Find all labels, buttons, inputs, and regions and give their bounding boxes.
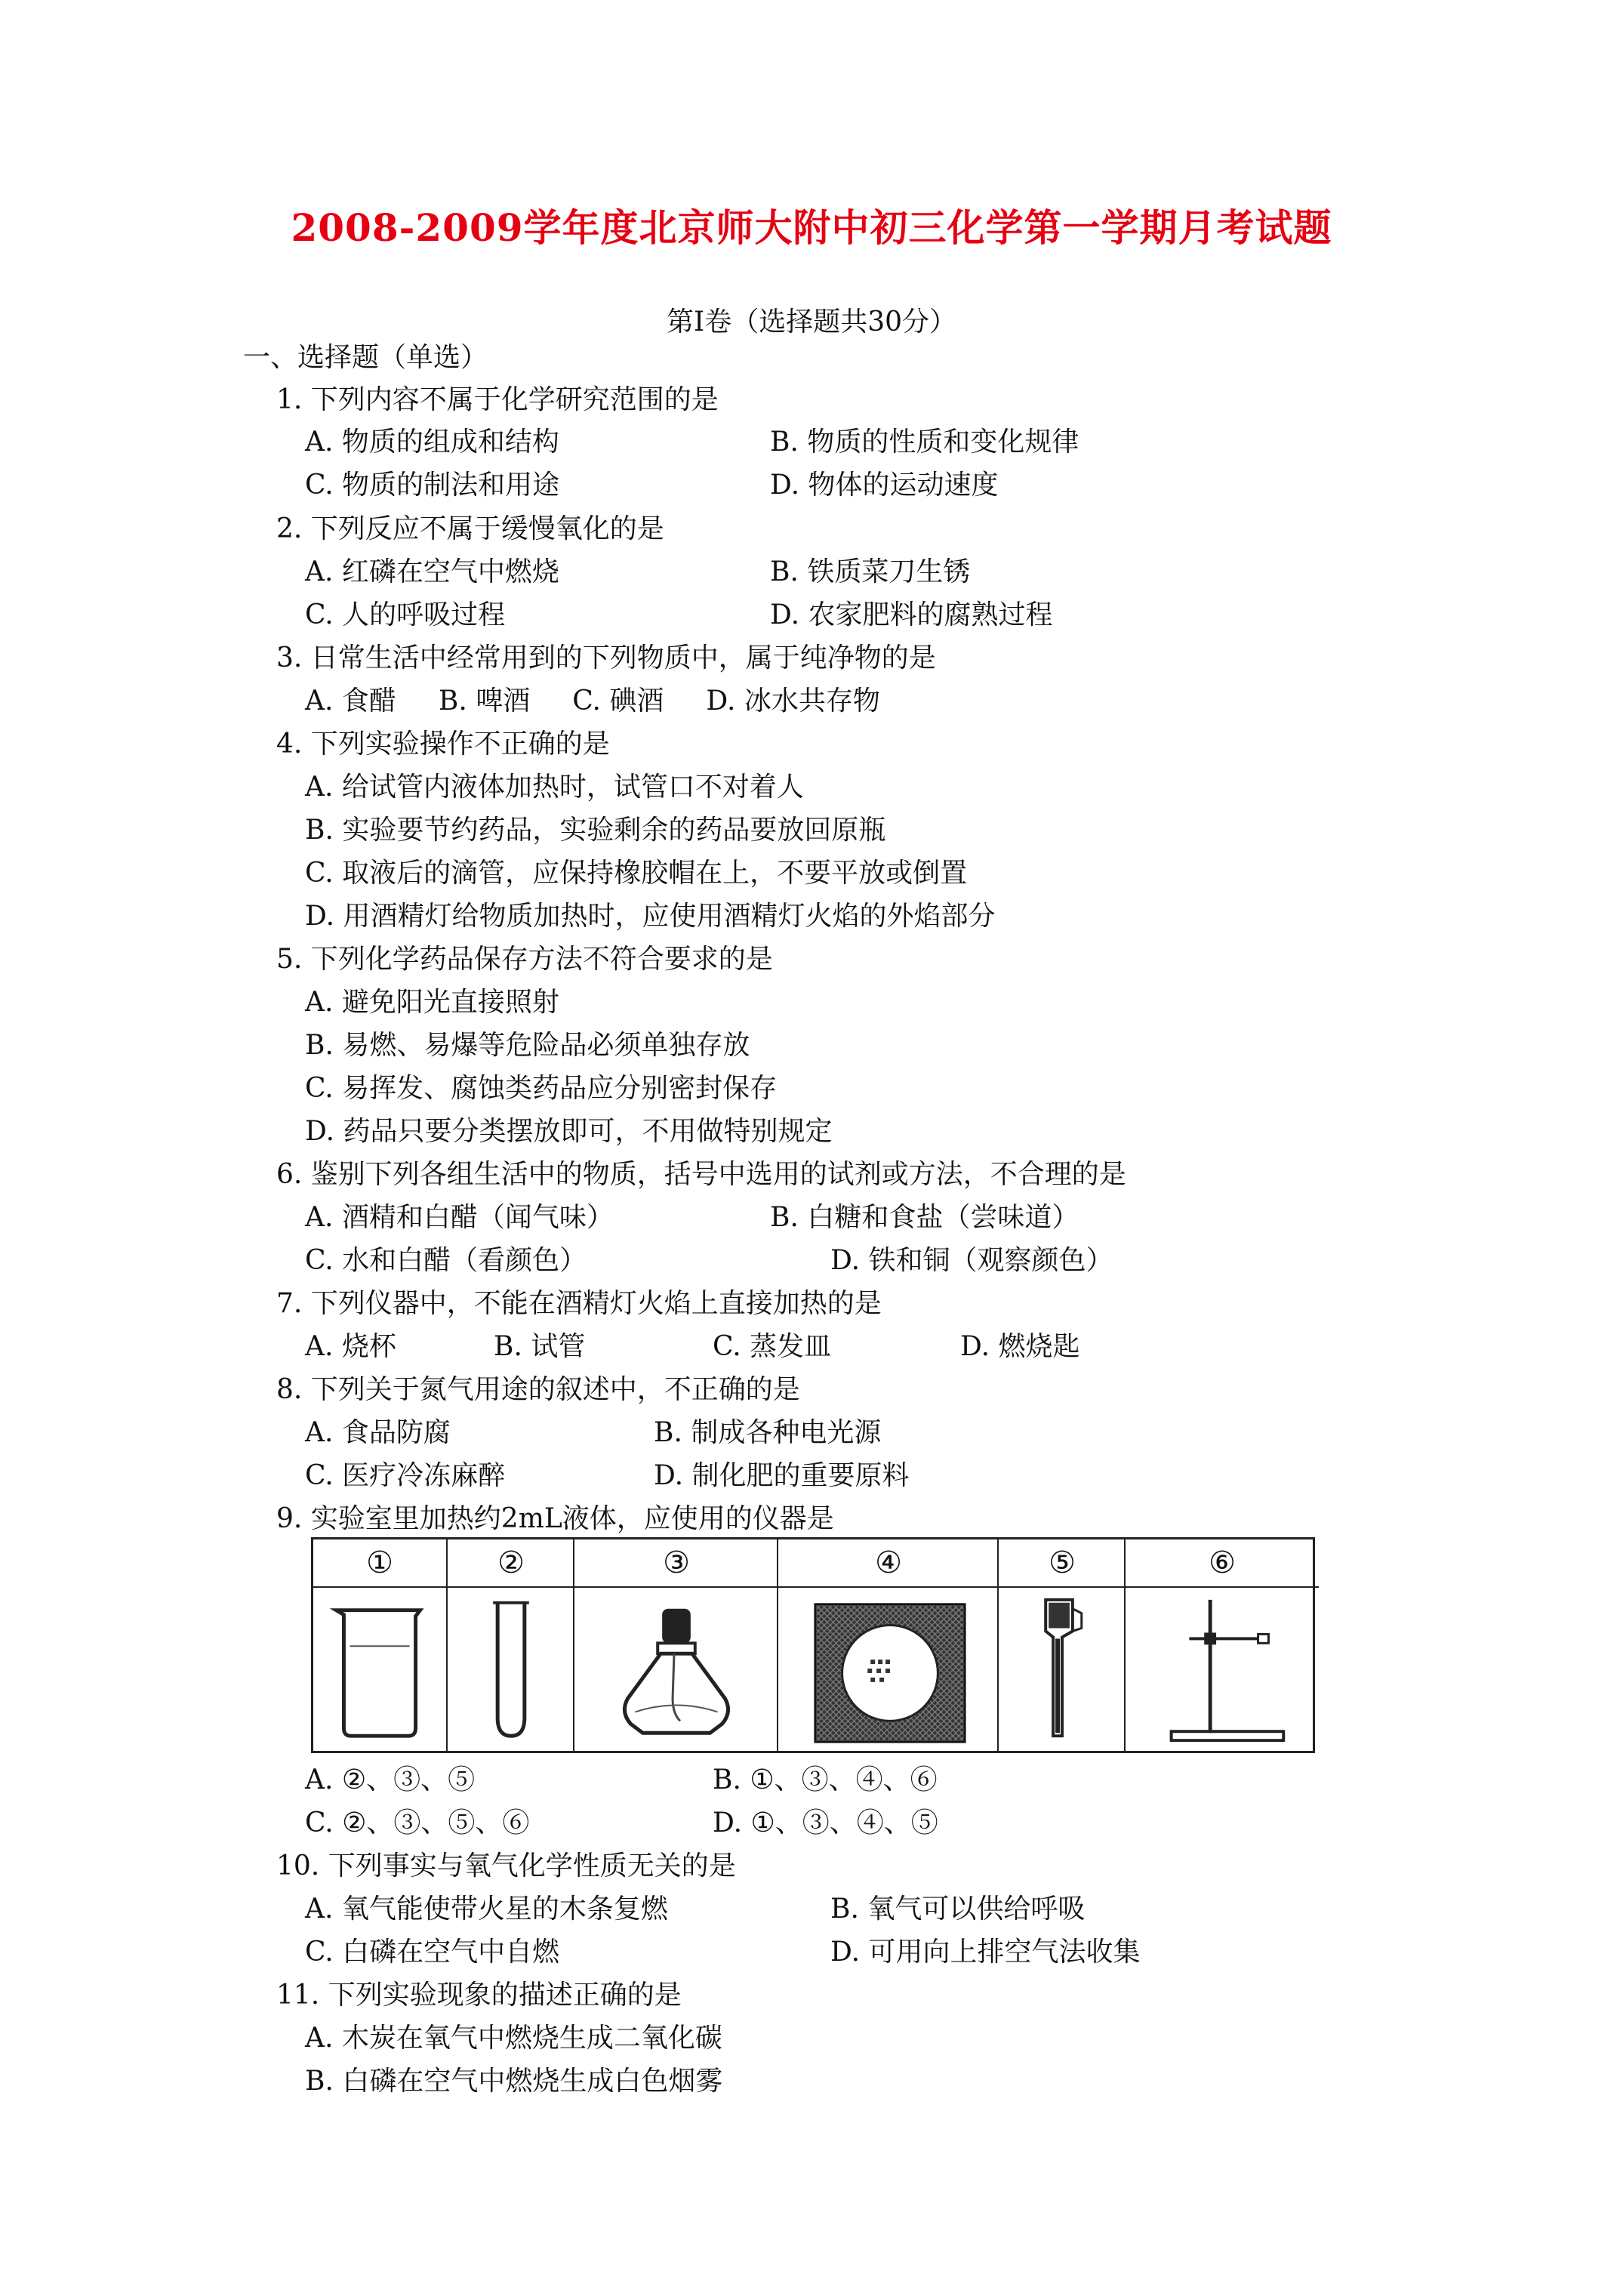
apparatus-label: ⑥	[1126, 1539, 1319, 1588]
apparatus-label: ②	[448, 1539, 574, 1588]
question-option: D. 冰水共存物	[706, 686, 880, 717]
apparatus-cell	[997, 1539, 1126, 1751]
apparatus-cell	[446, 1539, 574, 1751]
apparatus-cell	[313, 1539, 446, 1751]
question-stem: 4. 下列实验操作不正确的是	[276, 729, 610, 760]
question-option: A. 红磷在空气中燃烧	[305, 556, 559, 587]
question-option: C. 碘酒	[572, 686, 664, 717]
question-option: B. 啤酒	[438, 686, 531, 717]
question-stem: 10. 下列事实与氧气化学性质无关的是	[276, 1851, 736, 1881]
beaker-icon	[313, 1586, 446, 1751]
apparatus-cell	[777, 1539, 999, 1751]
apparatus-cell	[573, 1539, 778, 1751]
question-option: C. 白磷在空气中自燃	[305, 1937, 560, 1968]
question-option: A. 避免阳光直接照射	[305, 987, 559, 1018]
question-stem: 3. 日常生活中经常用到的下列物质中，属于纯净物的是	[276, 643, 936, 673]
question-stem: 11. 下列实验现象的描述正确的是	[276, 1980, 682, 2011]
question-option: D. 用酒精灯给物质加热时，应使用酒精灯火焰的外焰部分	[305, 901, 996, 932]
question-option: B. 铁质菜刀生锈	[770, 556, 971, 587]
question-option: B. 白糖和食盐（尝味道）	[770, 1202, 1079, 1233]
apparatus-table	[311, 1537, 1315, 1753]
question-option: D. 制化肥的重要原料	[654, 1460, 910, 1491]
question-option: D. 燃烧匙	[960, 1331, 1080, 1362]
question-stem: 9. 实验室里加热约2mL液体，应使用的仪器是	[276, 1503, 834, 1534]
question-option: B. ①、③、④、⑥	[713, 1764, 938, 1795]
question-option: A. 烧杯	[305, 1331, 396, 1362]
question-option: B. 易燃、易爆等危险品必须单独存放	[305, 1030, 750, 1061]
question-option: C. 人的呼吸过程	[305, 599, 506, 630]
question-option: D. 农家肥料的腐熟过程	[770, 599, 1053, 630]
question-stem: 2. 下列反应不属于缓慢氧化的是	[276, 513, 664, 544]
question-option: D. ①、③、④、⑤	[713, 1808, 938, 1838]
question-option: C. ②、③、⑤、⑥	[305, 1808, 530, 1838]
question-option: D. 物体的运动速度	[770, 470, 999, 501]
question-option: D. 铁和铜（观察颜色）	[830, 1245, 1113, 1276]
alcohol-lamp-icon	[574, 1586, 778, 1751]
question-option: C. 易挥发、腐蚀类药品应分别密封保存	[305, 1073, 778, 1104]
section-heading: 一、选择题（单选）	[243, 342, 488, 373]
question-option: A. 木炭在氧气中燃烧生成二氧化碳	[305, 2023, 722, 2054]
question-stem: 5. 下列化学药品保存方法不符合要求的是	[276, 944, 773, 975]
question-option: C. 物质的制法和用途	[305, 470, 560, 501]
apparatus-label: ③	[574, 1539, 778, 1588]
apparatus-label: ④	[778, 1539, 999, 1588]
question-option: D. 药品只要分类摆放即可，不用做特别规定	[305, 1116, 833, 1147]
apparatus-label: ①	[313, 1539, 446, 1588]
question-option: A. 酒精和白醋（闻气味）	[305, 1202, 614, 1233]
question-option: A. 食醋	[305, 686, 396, 717]
question-option: B. 制成各种电光源	[654, 1417, 882, 1448]
question-option: B. 实验要节约药品，实验剩余的药品要放回原瓶	[305, 815, 886, 846]
question-option: A. 物质的组成和结构	[305, 427, 559, 458]
test-tube-holder-icon	[999, 1586, 1126, 1751]
question-stem: 7. 下列仪器中，不能在酒精灯火焰上直接加热的是	[276, 1288, 882, 1319]
apparatus-cell	[1124, 1539, 1319, 1751]
apparatus-label: ⑤	[999, 1539, 1126, 1588]
question-option: C. 取液后的滴管，应保持橡胶帽在上，不要平放或倒置	[305, 858, 968, 889]
question-option: C. 水和白醋（看颜色）	[305, 1245, 587, 1276]
question-option: C. 医疗冷冻麻醉	[305, 1460, 506, 1491]
question-options-row	[305, 685, 880, 718]
page-title: 2008-2009学年度北京师大附中初三化学第一学期月考试题	[291, 205, 1332, 250]
iron-stand-icon	[1126, 1586, 1319, 1751]
question-option: B. 物质的性质和变化规律	[770, 427, 1079, 458]
question-stem: 8. 下列关于氮气用途的叙述中，不正确的是	[276, 1374, 800, 1405]
question-option: B. 白磷在空气中燃烧生成白色烟雾	[305, 2066, 723, 2097]
question-option: A. 食品防腐	[305, 1417, 451, 1448]
test-tube-icon	[448, 1586, 574, 1751]
question-option: B. 试管	[494, 1331, 586, 1362]
question-stem: 1. 下列内容不属于化学研究范围的是	[276, 384, 719, 415]
question-option: A. ②、③、⑤	[305, 1764, 476, 1795]
asbestos-gauze-icon	[778, 1586, 999, 1751]
question-stem: 6. 鉴别下列各组生活中的物质，括号中选用的试剂或方法，不合理的是	[276, 1159, 1126, 1190]
question-option: A. 氧气能使带火星的木条复燃	[305, 1894, 668, 1925]
question-option: A. 给试管内液体加热时，试管口不对着人	[305, 772, 804, 803]
question-option: B. 氧气可以供给呼吸	[830, 1894, 1086, 1925]
section-subtitle: 第Ⅰ卷（选择题共30分）	[666, 307, 957, 337]
question-option: D. 可用向上排空气法收集	[830, 1937, 1141, 1968]
question-option: C. 蒸发皿	[713, 1331, 832, 1362]
